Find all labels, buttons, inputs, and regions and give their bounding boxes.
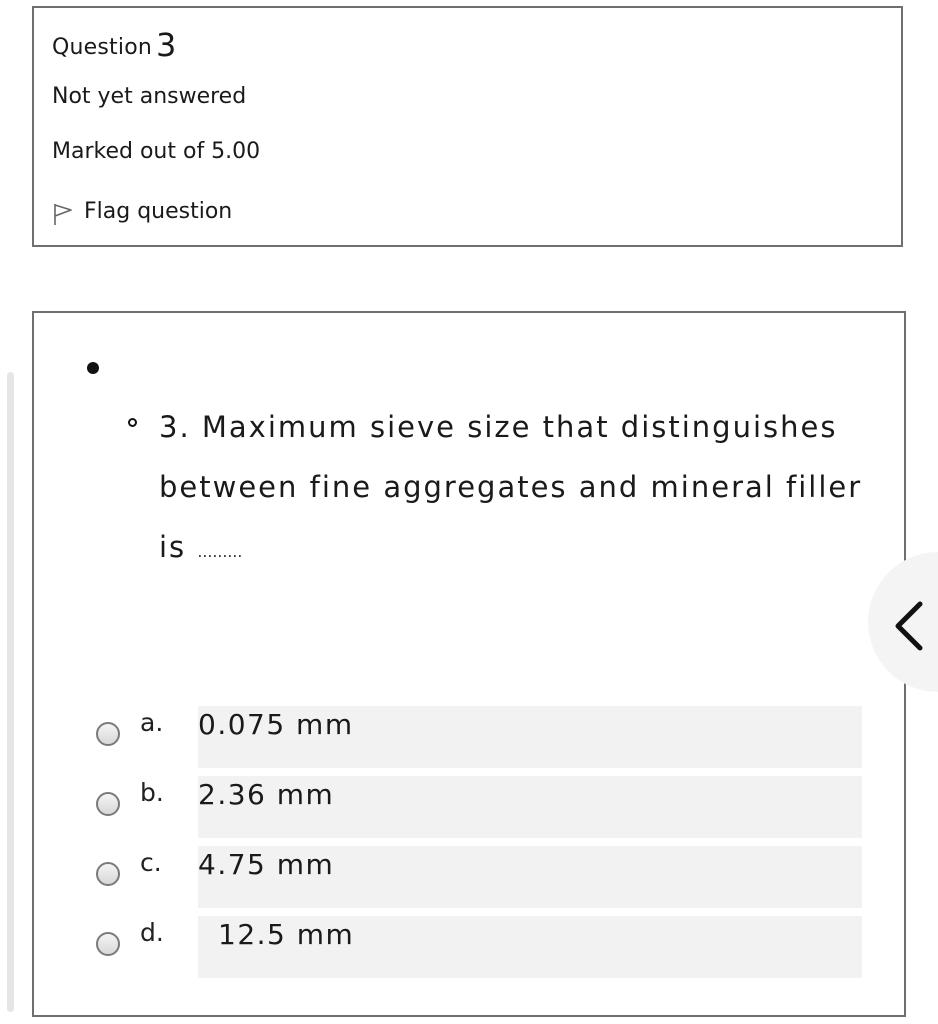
question-heading bbox=[52, 26, 177, 64]
option-letter: d. bbox=[140, 918, 164, 947]
option-answer[interactable]: 0.075 mm bbox=[198, 706, 862, 768]
flag-question-link[interactable] bbox=[52, 196, 232, 226]
marks-info: Marked out of 5.00 bbox=[52, 139, 261, 164]
option-answer[interactable]: 2.36 mm bbox=[198, 776, 862, 838]
option-answer[interactable]: 4.75 mm bbox=[198, 846, 862, 908]
answer-option-a[interactable] bbox=[34, 706, 908, 768]
question-label: Question bbox=[52, 35, 152, 60]
answer-option-c[interactable] bbox=[34, 846, 908, 908]
question-number: 3 bbox=[156, 26, 177, 64]
option-answer[interactable]: 12.5 mm bbox=[198, 916, 862, 978]
radio-button-c[interactable] bbox=[96, 862, 120, 886]
question-text bbox=[159, 397, 879, 582]
flag-question-label: Flag question bbox=[84, 198, 233, 224]
question-content-panel bbox=[32, 311, 906, 1017]
radio-button-a[interactable] bbox=[96, 722, 120, 746]
bullet-icon bbox=[87, 362, 99, 374]
answer-option-d[interactable] bbox=[34, 916, 908, 978]
flag-outline-icon bbox=[52, 202, 74, 226]
answer-status: Not yet answered bbox=[52, 84, 247, 109]
option-letter: a. bbox=[140, 708, 164, 737]
question-info-panel bbox=[32, 6, 903, 247]
option-letter: b. bbox=[140, 778, 164, 807]
radio-button-d[interactable] bbox=[96, 932, 120, 956]
question-blank: ……… bbox=[197, 543, 243, 561]
question-body: 3. Maximum sieve size that distinguishes between fine aggregates and mineral filler is bbox=[159, 410, 863, 564]
sub-bullet-icon bbox=[128, 418, 137, 427]
radio-button-b[interactable] bbox=[96, 792, 120, 816]
answer-option-b[interactable] bbox=[34, 776, 908, 838]
scrollbar[interactable] bbox=[7, 372, 14, 1012]
chevron-left-icon bbox=[892, 600, 928, 652]
option-letter: c. bbox=[140, 848, 162, 877]
